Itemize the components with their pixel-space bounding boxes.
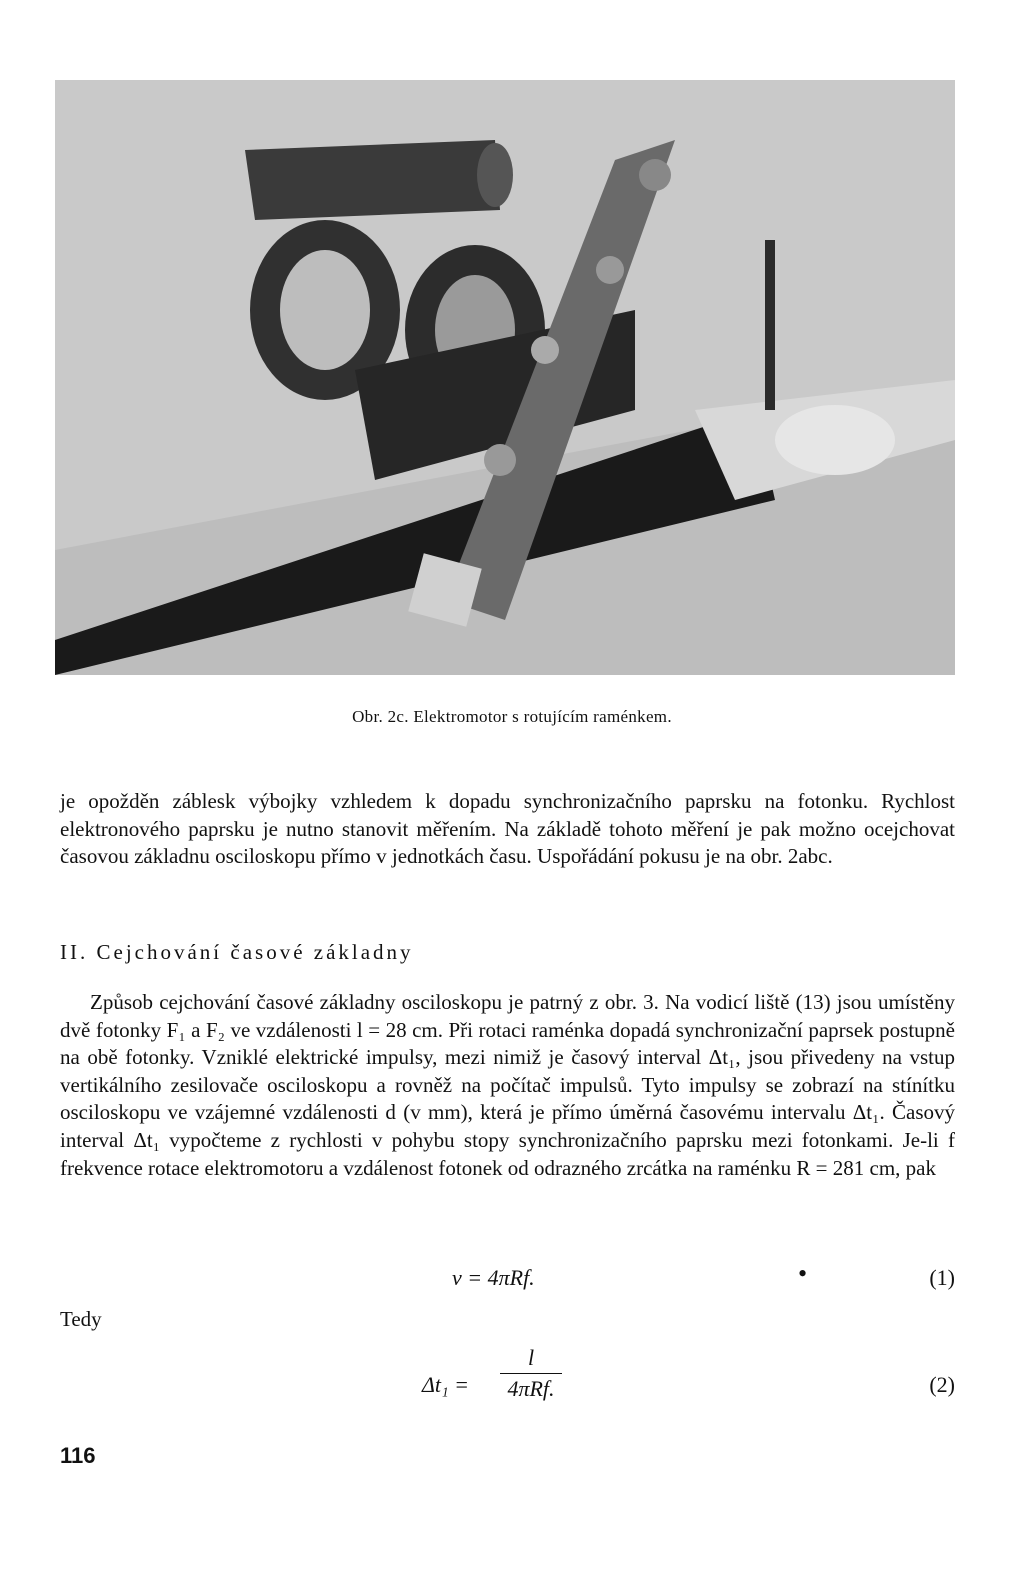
- page-number: 116: [60, 1443, 96, 1468]
- equation-fraction: [500, 1345, 562, 1402]
- section-heading: II. Cejchování časové základny: [60, 940, 414, 964]
- equation-lhs: Δt₁ =: [422, 1372, 470, 1397]
- fraction-denominator: 4πRf.: [507, 1376, 555, 1401]
- paragraph-calibration: [60, 989, 955, 1182]
- word-tedy: Tedy: [60, 1307, 102, 1331]
- equation-expression: v = 4πRf.: [452, 1265, 535, 1290]
- equation-number: (2): [929, 1372, 955, 1397]
- electromotor-photo-illustration: [55, 80, 955, 675]
- paragraph-continuation: [60, 788, 955, 871]
- fraction-numerator: l: [500, 1345, 562, 1374]
- equation-dot: •: [798, 1259, 808, 1288]
- paragraph-text: je opožděn záblesk výbojky vzhledem k dopadu synchronizačního paprsku na fotonku. Rychlost elektronového paprsku je nutno stanovit měřením. Na základě tohoto měření je pak možno ocejchovat časovou základnu osciloskopu přímo v jednotkách času. Uspořádání pokusu je na obr. 2abc.: [60, 789, 955, 869]
- figure-photo: [55, 80, 955, 675]
- figure-caption: Obr. 2c. Elektromotor s rotujícím raménkem.: [352, 707, 672, 726]
- paragraph-text: Způsob cejchování časové základny osciloskopu je patrný z obr. 3. Na vodicí liště (13) jsou umístěny dvě fotonky F₁ a F₂ ve vzdálenosti l = 28 cm. Při rotaci raménka dopadá synchronizační paprsek postupně na obě fotonky. Vzniklé elektrické impulsy, mezi nimiž je časový interval Δt₁, jsou přivedeny na vstup vertikálního zesilovače osciloskopu a rovněž na počítač impulsů. Tyto impulsy se zobrazí na stínítku osciloskopu ve vzájemné vzdálenosti d (v mm), která je přímo úměrná časovému intervalu Δt₁. Časový interval Δt₁ vypočteme z rychlosti v pohybu stopy synchronizačního paprsku mezi fotonkami. Je-li f frekvence rotace elektromotoru a vzdálenost fotonek od odrazného zrcátka na raménku R = 281 cm, pak: [60, 990, 955, 1180]
- equation-number: (1): [929, 1265, 955, 1290]
